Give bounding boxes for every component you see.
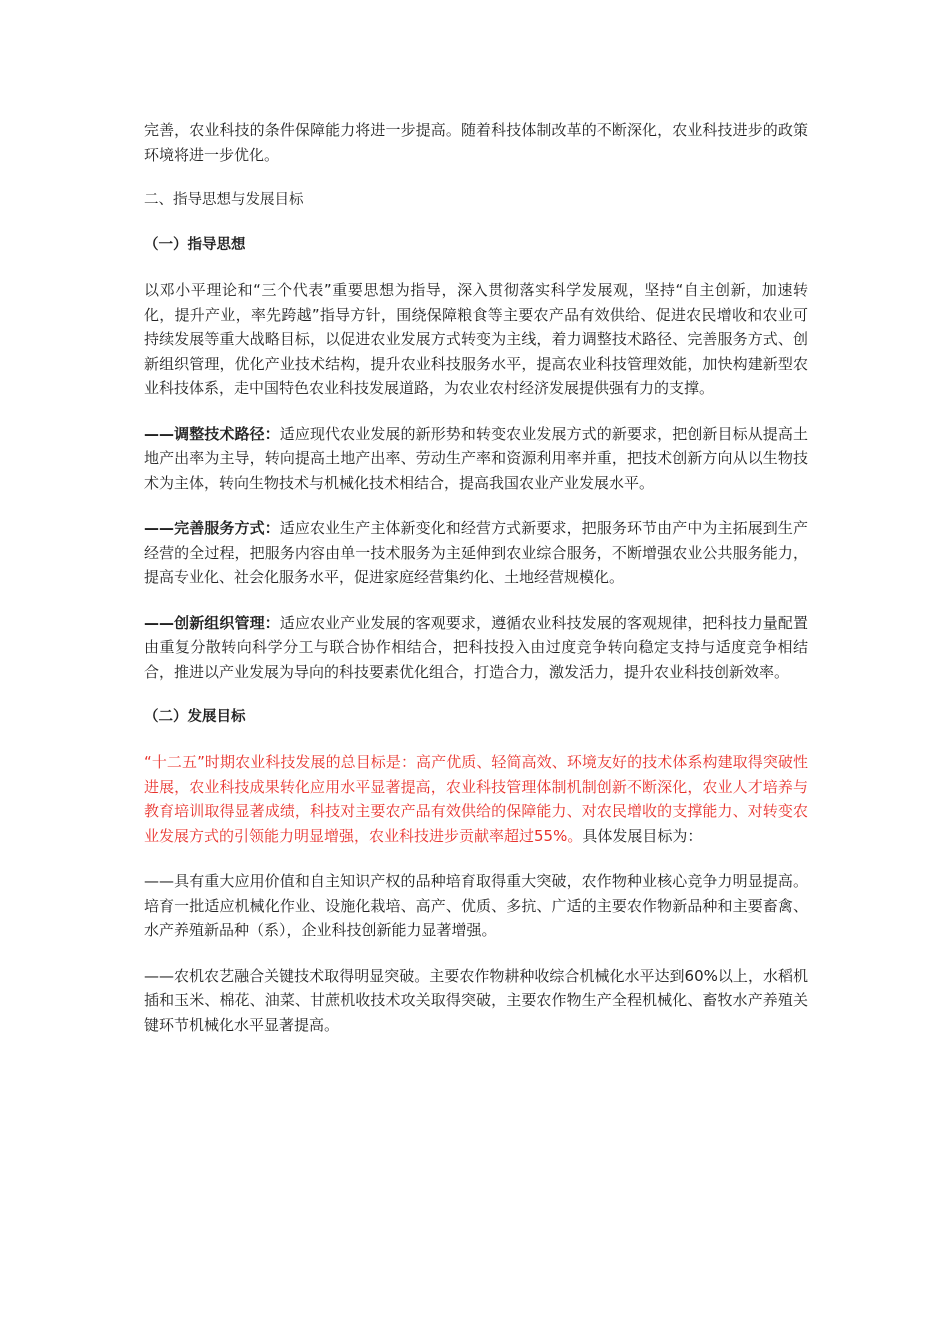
paragraph-guiding-ideology: 以邓小平理论和“三个代表”重要思想为指导，深入贯彻落实科学发展观，坚持“自主创新，加速转化，提升产业，率先跨越”指导方针，围绕保障粮食等主要农产品有效供给、促进农民增收和农业可持续发展等重大战略目标，以促进农业发展方式转变为主线，着力调整技术路径、完善服务方式、创新组织管理，优化产业技术结构，提升农业科技服务水平，提高农业科技管理效能，加快构建新型农业科技体系，走中国特色农业科技发展道路，为农业农村经济发展提供强有力的支撑。 <box>144 281 808 397</box>
paragraph-lead-adjust-technical-path: ——调整技术路径： <box>144 424 280 443</box>
section-heading-guiding-ideology-and-goals: 二、指导思想与发展目标 <box>144 192 304 208</box>
paragraph-goal-mechanization: ——农机农艺融合关键技术取得明显突破。主要农作物耕种收综合机械化水平达到60%以上，水稻机插和玉米、棉花、油菜、甘蔗机收技术攻关取得突破，主要农作物生产全程机械化、畜牧水产养殖关键环节机械化水平显著提高。 <box>144 966 808 1034</box>
paragraph-improve-service-mode <box>144 516 808 590</box>
document-page <box>144 118 808 1058</box>
paragraph-body-adjust-technical-path: 适应现代农业发展的新形势和转变农业发展方式的新要求，把创新目标从提高土地产出率为主导，转向提高土地产出率、劳动生产率和资源利用率并重，把技术创新方向从以生物技术为主体，转向生物技术与机械化技术相结合，提高我国农业产业发展水平。 <box>144 424 808 492</box>
paragraph-innovate-organization <box>144 611 808 685</box>
paragraph-specific-goals-intro: 具体发展目标为： <box>582 826 703 845</box>
subheading-guiding-ideology: （一）指导思想 <box>144 237 246 253</box>
paragraph-overall-goal <box>144 750 808 848</box>
highlighted-overall-goal: “十二五”时期农业科技发展的总目标是：高产优质、轻简高效、环境友好的技术体系构建取得突破性进展，农业科技成果转化应用水平显著提高，农业科技管理体制机制创新不断深化，农业人才培养与教育培训取得显著成绩，科技对主要农产品有效供给的保障能力、对农民增收的支撑能力、对转变农业发展方式的引领能力明显增强，农业科技进步贡献率超过55%。 <box>144 753 808 845</box>
subheading-development-goals: （二）发展目标 <box>144 709 246 725</box>
paragraph-intro-continuation: 完善，农业科技的条件保障能力将进一步提高。随着科技体制改革的不断深化，农业科技进步的政策环境将进一步优化。 <box>144 121 808 164</box>
paragraph-goal-breeding: ——具有重大应用价值和自主知识产权的品种培育取得重大突破，农作物种业核心竞争力明显提高。培育一批适应机械化作业、设施化栽培、高产、优质、多抗、广适的主要农作物新品种和主要畜禽、水产养殖新品种（系），企业科技创新能力显著增强。 <box>144 872 808 939</box>
paragraph-lead-innovate-organization: ——创新组织管理： <box>144 613 280 632</box>
paragraph-body-improve-service-mode: 适应农业生产主体新变化和经营方式新要求，把服务环节由产中为主拓展到生产经营的全过程，把服务内容由单一技术服务为主延伸到农业综合服务，不断增强农业公共服务能力，提高专业化、社会化服务水平，促进家庭经营集约化、土地经营规模化。 <box>144 519 808 586</box>
paragraph-lead-improve-service-mode: ——完善服务方式： <box>144 519 280 537</box>
paragraph-body-innovate-organization: 适应农业产业发展的客观要求，遵循农业科技发展的客观规律，把科技力量配置由重复分散转向科学分工与联合协作相结合，把科技投入由过度竞争转向稳定支持与适度竞争相结合，推进以产业发展为导向的科技要素优化组合，打造合力，激发活力，提升农业科技创新效率。 <box>144 613 808 681</box>
paragraph-adjust-technical-path <box>144 422 808 496</box>
